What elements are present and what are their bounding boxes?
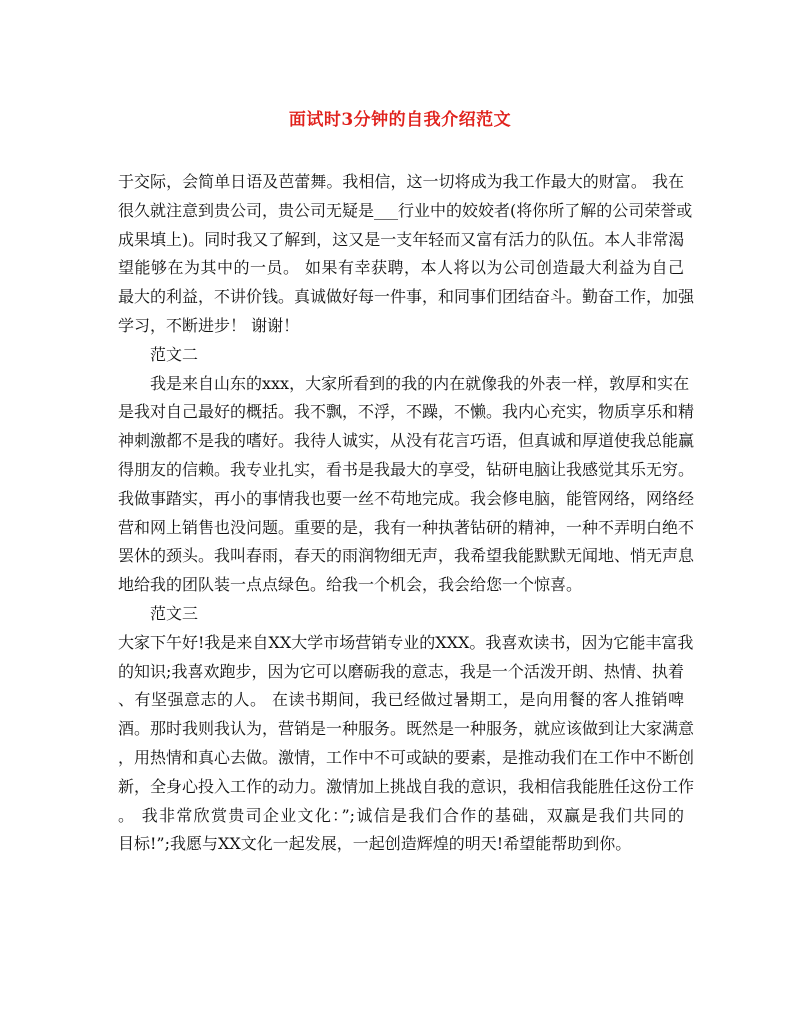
text-line: 目标!”;我愿与XX文化一起发展，一起创造辉煌的明天!希望能帮助到你。 <box>118 834 632 854</box>
section-heading-3: 范文三 <box>150 603 199 623</box>
text-line: 是我对自己最好的概括。我不飘，不浮，不躁，不懒。我内心充实，物质享乐和精 <box>118 402 695 422</box>
document-body <box>118 168 695 859</box>
text-line: 我是来自山东的xxx，大家所看到的我的内在就像我的外表一样，敦厚和实在 <box>150 373 690 393</box>
text-line: 成果填上)。同时我又了解到，这又是一支年轻而又富有活力的队伍。本人非常渴 <box>118 229 685 249</box>
text-line: 的知识;我喜欢跑步，因为它可以磨砺我的意志，我是一个活泼开朗、热情、执着 <box>118 661 684 681</box>
text-line: 得朋友的信赖。我专业扎实，看书是我最大的享受，钻研电脑让我感觉其乐无穷。 <box>118 459 695 479</box>
text-line: 酒。那时我则我认为，营销是一种服务。既然是一种服务，就应该做到让大家满意 <box>118 719 695 739</box>
text-line: 望能够在为其中的一员。 如果有幸获聘，本人将以为公司创造最大利益为自己 <box>118 258 684 278</box>
text-line: 学习，不断进步！ 谢谢！ <box>118 315 300 335</box>
text-line: 我做事踏实，再小的事情我也要一丝不苟地完成。我会修电脑，能管网络，网络经 <box>118 488 695 508</box>
text-line: 大家下午好!我是来自XX大学市场营销专业的XXX。我喜欢读书，因为它能丰富我 <box>118 632 694 652</box>
text-line: ，用热情和真心去做。激情，工作中不可或缺的要素，是推动我们在工作中不断创 <box>118 747 695 767</box>
section-heading-2: 范文二 <box>150 344 199 364</box>
text-line: 、有坚强意志的人。 在读书期间，我已经做过暑期工，是向用餐的客人推销啤 <box>118 690 684 710</box>
text-line: 很久就注意到贵公司，贵公司无疑是___行业中的姣姣者(将你所了解的公司荣誉或 <box>118 200 693 220</box>
paragraph-2 <box>118 370 695 600</box>
text-line: 地给我的团队装一点点绿色。给我一个机会，我会给您一个惊喜。 <box>118 575 583 595</box>
text-line: 营和网上销售也没问题。重要的是，我有一种执著钻研的精神，一种不弄明白绝不 <box>118 517 695 537</box>
text-line: 神刺激都不是我的嗜好。我待人诚实，从没有花言巧语，但真诚和厚道使我总能赢 <box>118 431 695 451</box>
paragraph-1 <box>118 168 695 341</box>
text-line: 罢休的颈头。我叫春雨，春天的雨润物细无声，我希望我能默默无闻地、悄无声息 <box>118 546 695 566</box>
text-line: 新，全身心投入工作的动力。激情加上挑战自我的意识，我相信我能胜任这份工作 <box>118 776 695 796</box>
paragraph-3 <box>118 629 695 859</box>
text-line: 。 我非常欣赏贵司企业文化：”;诚信是我们合作的基础，双赢是我们共同的 <box>118 805 684 825</box>
text-line: 于交际，会简单日语及芭蕾舞。我相信，这一切将成为我工作最大的财富。 我在 <box>118 172 684 191</box>
text-line: 最大的利益，不讲价钱。真诚做好每一件事，和同事们团结奋斗。勤奋工作，加强 <box>118 287 695 307</box>
document-title: 面试时3分钟的自我介绍范文 <box>288 110 512 130</box>
